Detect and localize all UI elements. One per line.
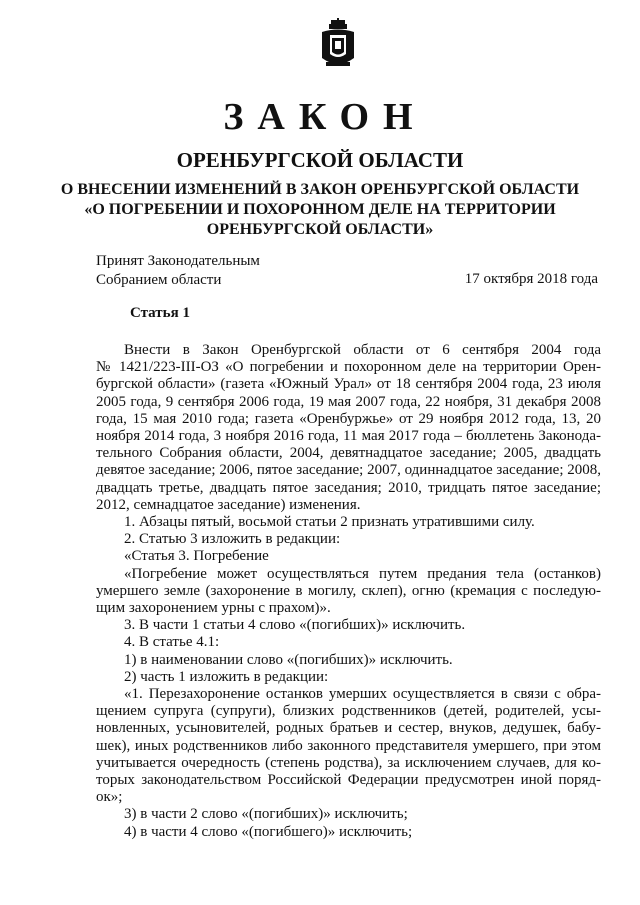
text-line: двадцать третье, двадцать пятое заседания; 2010, тридцать пятое заседание; xyxy=(96,479,601,496)
subtitle-line: ОРЕНБУРГСКОЙ ОБЛАСТИ» xyxy=(206,221,434,238)
text-line: щим захоронением урны с прахом)». xyxy=(96,600,331,617)
text-line: года, 15 мая 2010 года; газета «Оренбуржье» от 29 ноября 2012 года, 13, 20 xyxy=(96,410,601,427)
text-line: «Статья 3. Погребение xyxy=(124,548,269,565)
article-body xyxy=(96,342,601,841)
text-line: Внести в Закон Оренбургской области от 6 сентября 2004 года xyxy=(124,342,601,358)
article-heading: Статья 1 xyxy=(130,305,190,321)
adoption-line: Принят Законодательным xyxy=(96,253,260,269)
subtitle-line: «О ПОГРЕБЕНИИ И ПОХОРОННОМ ДЕЛЕ НА ТЕРРИТОРИИ xyxy=(84,201,556,218)
adoption-line: Собранием области xyxy=(96,272,222,288)
text-line: 4. В статье 4.1: xyxy=(124,634,220,651)
text-line: 2. Статью 3 изложить в редакции: xyxy=(124,531,341,548)
text-line: ноября 2014 года, 3 ноября 2016 года, 11 мая 2017 года – бюллетень Законода- xyxy=(96,428,601,445)
law-subtitle xyxy=(60,180,580,240)
text-line: тельного Собрания области, 2004, девятнадцатое заседание; 2005, двадцать xyxy=(96,445,601,462)
text-line: шек), иных родственников либо законного представителя умершего, при этом xyxy=(96,737,601,754)
text-line: № 1421/223-III-ОЗ «О погребении и похоронном деле на территории Орен- xyxy=(96,359,601,376)
text-line: 3. В части 1 статьи 4 слово «(погибших)» исключить. xyxy=(124,617,466,634)
text-line: торых законодательством Российской Федерации предусмотрен иной поряд- xyxy=(96,772,601,789)
text-line: «1. Перезахоронение останков умерших осуществляется в связи с обра- xyxy=(124,686,601,703)
text-line: девятое заседание; 2006, пятое заседание; 2007, одиннадцатое заседание; 2008, xyxy=(96,462,601,479)
adoption-note xyxy=(96,252,260,290)
text-line: 2012, семнадцатое заседание) изменения. xyxy=(96,496,361,513)
text-line: новленных, усыновителей, родных братьев и сестер, внуков, дедушек, бабу- xyxy=(96,720,601,737)
text-line: бургской области» (газета «Южный Урал» от 18 сентября 2004 года, 23 июля xyxy=(96,376,601,393)
text-line: 2) часть 1 изложить в редакции: xyxy=(124,668,329,685)
adoption-date: 17 октября 2018 года xyxy=(464,271,598,287)
text-line: 1) в наименовании слово «(погибших)» исключить. xyxy=(124,651,453,668)
law-title: ЗАКОН xyxy=(223,96,427,138)
text-line: 4) в части 4 слово «(погибшего)» исключить; xyxy=(124,823,413,840)
text-line: «Погребение может осуществляться путем предания тела (останков) xyxy=(124,565,601,582)
text-line: умершего земле (захоронение в могилу, склеп), огню (кремация с последую- xyxy=(96,582,601,599)
text-line: щением супруга (супруги), близких родственников (детей, родителей, усы- xyxy=(96,703,601,720)
text-line: учитывается очередность (степень родства), за исключением случаев, для ко- xyxy=(96,754,601,771)
text-line: ок»; xyxy=(96,789,123,806)
subtitle-line: О ВНЕСЕНИИ ИЗМЕНЕНИЙ В ЗАКОН ОРЕНБУРГСКОЙ ОБЛАСТИ xyxy=(60,181,580,198)
region-title: ОРЕНБУРГСКОЙ ОБЛАСТИ xyxy=(176,148,464,172)
text-line: 3) в части 2 слово «(погибших)» исключить; xyxy=(124,806,408,823)
text-line: 1. Абзацы пятый, восьмой статьи 2 признать утратившими силу. xyxy=(124,514,535,531)
text-line: 2005 года, 9 сентября 2006 года, 19 мая 2007 года, 22 ноября, 31 декабря 2008 xyxy=(96,393,601,410)
coat-of-arms-icon xyxy=(318,18,358,70)
